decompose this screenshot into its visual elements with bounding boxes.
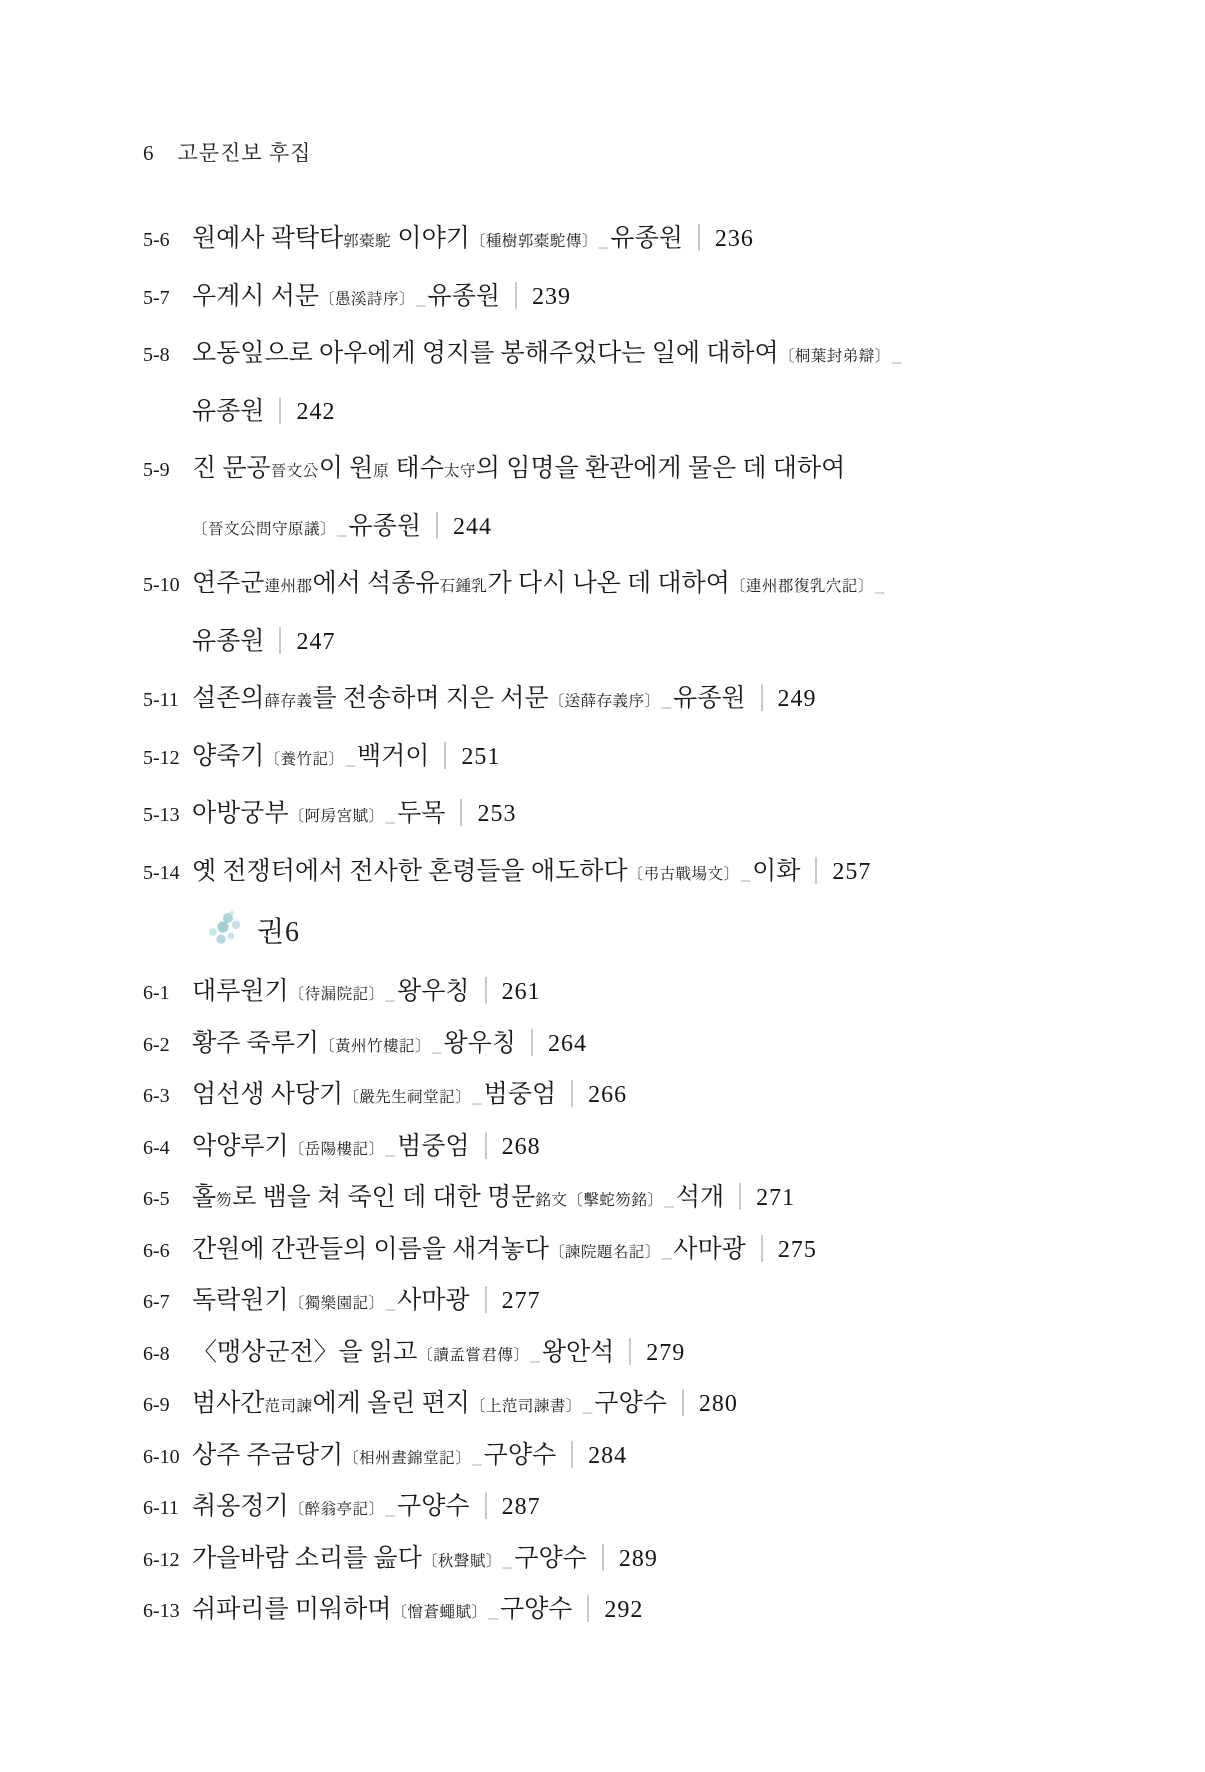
separator-bar (485, 1132, 487, 1159)
underscore-connector: _ (664, 1189, 674, 1210)
page-number: 239 (531, 283, 571, 310)
author-name: 유종원 (427, 282, 500, 310)
toc-entry (143, 1378, 1117, 1430)
separator-bar (761, 1235, 763, 1262)
entry-number: 6-9 (143, 1394, 170, 1416)
separator-bar (571, 1080, 573, 1107)
source-title-annotation: 〔岳陽樓記〕 (288, 1140, 385, 1158)
toc-entry (143, 966, 1117, 1018)
title-text: 우계시 서문 (192, 282, 320, 310)
page-number: 236 (714, 226, 754, 252)
underscore-connector: _ (416, 287, 426, 309)
underscore-connector: _ (385, 983, 396, 1004)
page-number: 257 (832, 858, 872, 885)
source-title-annotation: 〔連州郡復乳穴記〕 (729, 578, 874, 595)
toc-entry (143, 670, 1117, 728)
separator-bar (587, 1595, 589, 1622)
underscore-connector: _ (740, 862, 751, 884)
title-text: 취옹정기 (192, 1493, 289, 1520)
entry-line (192, 383, 1117, 441)
author-name: 유종원 (673, 685, 746, 712)
entry-title (192, 670, 1117, 728)
author-name: 왕우칭 (397, 978, 470, 1005)
entry-number: 5-6 (143, 229, 170, 251)
source-title-annotation: 〔愚溪詩序〕 (319, 290, 416, 308)
hanja-annotation: 石鍾乳 (439, 578, 488, 595)
source-title-annotation: 〔相州晝錦堂記〕 (343, 1449, 472, 1467)
title-text: 의 임명을 환관에게 물은 데 대하여 (475, 455, 846, 482)
source-title-annotation: 〔醉翁亭記〕 (288, 1501, 385, 1518)
hanja-annotation: 笏 (216, 1192, 233, 1209)
author-name: 백거이 (356, 742, 430, 770)
title-text: 옛 전쟁터에서 전사한 혼령들을 애도하다 (192, 857, 628, 885)
source-title-annotation: 〔擊蛇笏銘〕 (567, 1192, 664, 1209)
entry-number: 6-7 (143, 1291, 170, 1313)
title-text: 대루원기 (192, 978, 289, 1005)
page-number: 279 (646, 1339, 686, 1366)
underscore-connector: _ (488, 1601, 498, 1622)
running-header (0, 0, 1205, 164)
entry-line (192, 1224, 1117, 1276)
separator-bar (531, 1029, 533, 1056)
page-number: 292 (604, 1597, 644, 1623)
page-number: 277 (501, 1288, 541, 1314)
entry-number: 5-14 (143, 861, 180, 884)
source-title-annotation: 〔晉文公問守原議〕 (192, 520, 337, 538)
author-name: 구양수 (499, 1596, 573, 1623)
toc-entry (143, 1275, 1117, 1327)
toc-entry (143, 440, 1117, 555)
entry-line (192, 498, 1117, 556)
toc-entry (143, 555, 1117, 670)
entry-title (192, 1378, 1117, 1430)
title-text: 아방궁부 (192, 800, 289, 827)
volume-6-label: 권6 (257, 917, 301, 948)
underscore-connector: _ (472, 1086, 482, 1107)
underscore-connector: _ (385, 1292, 396, 1313)
page-number: 284 (588, 1442, 628, 1469)
underscore-connector: _ (472, 1446, 482, 1468)
page-number: 253 (477, 801, 517, 827)
entry-number: 6-4 (143, 1136, 170, 1159)
underscore-connector: _ (874, 575, 885, 596)
volume-6-header (201, 902, 1117, 958)
entry-line (192, 555, 1117, 613)
title-text: 로 뱀을 쳐 죽인 데 대한 명문 (232, 1184, 536, 1211)
entry-line (192, 1378, 1117, 1430)
toc-entry (143, 728, 1117, 786)
author-name: 이화 (752, 857, 801, 885)
entry-title (192, 325, 1117, 440)
hanja-annotation: 范司諫 (264, 1398, 313, 1415)
toc-entry (143, 1172, 1117, 1224)
page-number: 244 (452, 513, 492, 540)
separator-bar (682, 1389, 684, 1416)
entry-line (192, 785, 1117, 843)
toc-entry (143, 1018, 1117, 1070)
source-title-annotation: 〔黃州竹樓記〕 (319, 1037, 432, 1055)
entry-line (192, 1430, 1117, 1482)
entry-title (192, 1430, 1117, 1482)
toc-entry (143, 1224, 1117, 1276)
toc-entry (143, 1533, 1117, 1585)
entry-line (192, 670, 1117, 728)
entry-number: 6-11 (143, 1497, 179, 1519)
separator-bar (515, 282, 517, 309)
hanja-annotation: 薛存義 (264, 693, 313, 710)
source-title-annotation: 〔讀孟嘗君傳〕 (417, 1346, 530, 1364)
hanja-annotation: 銘文 (535, 1192, 568, 1209)
author-name: 석개 (675, 1184, 725, 1211)
toc-entry (143, 843, 1117, 901)
separator-bar (698, 224, 700, 251)
toc-entry (143, 1481, 1117, 1533)
page-number: 287 (501, 1494, 541, 1520)
underscore-connector: _ (502, 1549, 513, 1571)
author-name: 구양수 (483, 1441, 557, 1469)
page-number: 264 (547, 1030, 587, 1057)
entry-title (192, 728, 1117, 786)
separator-bar (485, 1492, 487, 1519)
toc-entry (143, 1121, 1117, 1173)
book-title: 고문진보 후집 (177, 141, 312, 165)
author-name: 사마광 (673, 1235, 746, 1263)
toc-entry (143, 1430, 1117, 1482)
hanja-annotation: 郭橐駝 (343, 233, 392, 250)
page-number: 271 (756, 1185, 796, 1211)
entry-title (192, 1121, 1117, 1173)
source-title-annotation: 〔諫院題名記〕 (548, 1243, 661, 1261)
entry-line (192, 1172, 1117, 1224)
entry-title (192, 1224, 1117, 1276)
entry-line (192, 728, 1117, 786)
title-text: 에서 석종유 (312, 570, 440, 597)
source-title-annotation: 〔憎蒼蠅賦〕 (391, 1604, 488, 1621)
title-text: 원예사 곽탁타 (192, 225, 344, 252)
author-name: 두목 (397, 800, 446, 827)
page-number: 275 (777, 1236, 817, 1263)
entry-title (192, 1533, 1117, 1585)
entry-title (192, 785, 1117, 843)
author-name: 범중엄 (397, 1132, 470, 1160)
title-text: 설존의 (192, 685, 265, 712)
entry-number: 6-5 (143, 1188, 170, 1210)
entry-number: 6-1 (143, 982, 170, 1004)
separator-bar (460, 799, 462, 826)
title-text: 엄선생 사당기 (192, 1081, 344, 1108)
entry-line (192, 268, 1117, 326)
floral-dots-decoration-icon (201, 909, 245, 951)
title-text: 태수 (389, 455, 444, 482)
separator-bar (436, 512, 438, 539)
entry-number: 5-9 (143, 459, 170, 481)
entry-title (192, 1584, 1117, 1636)
table-of-contents (0, 210, 1205, 1636)
author-name: 유종원 (348, 512, 421, 540)
title-text: 오동잎으로 아우에게 영지를 봉해주었다는 일에 대하여 (192, 340, 779, 367)
author-name: 구양수 (397, 1493, 470, 1520)
author-name: 구양수 (514, 1544, 587, 1572)
title-text: 이야기 (391, 225, 470, 252)
title-text: 에게 올린 편지 (312, 1390, 470, 1417)
entry-line (192, 210, 1117, 268)
title-text: 양죽기 (192, 742, 265, 770)
underscore-connector: _ (385, 1498, 396, 1519)
title-text: 연주군 (192, 570, 265, 597)
entry-line (192, 966, 1117, 1018)
page-number: 289 (618, 1545, 658, 1572)
title-text: 가 다시 나온 데 대하여 (487, 570, 730, 597)
underscore-connector: _ (385, 805, 396, 826)
entry-line (192, 1069, 1117, 1121)
toc-entry (143, 1327, 1117, 1379)
separator-bar (571, 1441, 573, 1468)
underscore-connector: _ (432, 1034, 442, 1056)
toc-entry (143, 1584, 1117, 1636)
toc-entry (143, 1069, 1117, 1121)
entry-title (192, 440, 1117, 555)
entry-line (192, 843, 1117, 901)
page-number: 261 (501, 979, 541, 1005)
entry-number: 6-2 (143, 1033, 170, 1056)
entry-title (192, 210, 1117, 268)
entry-number: 5-12 (143, 746, 180, 769)
entry-number: 6-8 (143, 1342, 170, 1365)
author-name: 왕우칭 (443, 1029, 516, 1057)
page-number: 280 (698, 1391, 738, 1417)
entry-line (192, 1018, 1117, 1070)
page-number: 268 (501, 1133, 541, 1160)
source-title-annotation: 〔獨樂園記〕 (288, 1295, 385, 1312)
source-title-annotation: 〔桐葉封弟辯〕 (778, 348, 891, 365)
source-title-annotation: 〔送薛存義序〕 (548, 693, 661, 710)
hanja-annotation: 原 (373, 463, 390, 480)
entry-line (192, 1275, 1117, 1327)
hanja-annotation: 晉文公 (270, 463, 319, 480)
page-number: 251 (461, 743, 501, 770)
entry-line (192, 1533, 1117, 1585)
title-text: 이 원 (318, 455, 374, 482)
toc-entry (143, 268, 1117, 326)
source-title-annotation: 〔秋聲賦〕 (421, 1552, 502, 1570)
separator-bar (444, 742, 446, 769)
hanja-annotation: 太守 (443, 463, 476, 480)
author-name: 구양수 (594, 1390, 667, 1417)
volume-5-entry-list (143, 210, 1117, 900)
entry-number: 6-10 (143, 1445, 180, 1468)
title-text: 홀 (192, 1184, 217, 1211)
page-number: 266 (588, 1082, 628, 1108)
volume-6-entry-list (143, 966, 1117, 1636)
entry-title (192, 1018, 1117, 1070)
hanja-annotation: 連州郡 (264, 578, 313, 595)
page-number: 247 (296, 628, 336, 655)
entry-line (192, 1121, 1117, 1173)
author-name: 유종원 (610, 225, 683, 252)
underscore-connector: _ (598, 230, 609, 251)
underscore-connector: _ (530, 1343, 540, 1365)
source-title-annotation: 〔阿房宮賦〕 (288, 808, 385, 825)
underscore-connector: _ (345, 747, 355, 769)
separator-bar (815, 857, 817, 884)
separator-bar (761, 684, 763, 711)
underscore-connector: _ (891, 345, 902, 366)
title-text: 범사간 (192, 1390, 265, 1417)
title-text: 독락원기 (192, 1287, 289, 1314)
title-text: 상주 주금당기 (192, 1441, 344, 1469)
author-name: 왕안석 (541, 1338, 615, 1366)
author-name: 범중엄 (483, 1081, 557, 1108)
entry-line (192, 613, 1117, 671)
source-title-annotation: 〔弔古戰場文〕 (627, 865, 740, 883)
entry-number: 5-10 (143, 574, 180, 596)
entry-number: 6-13 (143, 1600, 180, 1622)
underscore-connector: _ (385, 1137, 396, 1159)
entry-title (192, 1327, 1117, 1379)
toc-entry (143, 325, 1117, 440)
title-text: 쉬파리를 미워하며 (192, 1596, 392, 1623)
toc-entry (143, 210, 1117, 268)
page-number: 242 (296, 398, 336, 425)
entry-title (192, 966, 1117, 1018)
entry-number: 5-13 (143, 804, 180, 826)
underscore-connector: _ (661, 1240, 672, 1262)
entry-title (192, 1172, 1117, 1224)
entry-number: 6-12 (143, 1548, 180, 1571)
author-name: 유종원 (192, 627, 265, 655)
source-title-annotation: 〔種樹郭橐駝傳〕 (469, 233, 598, 250)
title-text: 황주 죽루기 (192, 1029, 320, 1057)
title-text: 간원에 간관들의 이름을 새겨놓다 (192, 1235, 549, 1263)
underscore-connector: _ (582, 1395, 593, 1416)
separator-bar (279, 627, 281, 654)
entry-line (192, 325, 1117, 383)
underscore-connector: _ (337, 517, 347, 539)
entry-title (192, 843, 1117, 901)
entry-number: 5-8 (143, 344, 170, 366)
separator-bar (629, 1338, 631, 1365)
separator-bar (739, 1183, 741, 1210)
title-text: 진 문공 (192, 455, 271, 482)
underscore-connector: _ (661, 690, 672, 711)
separator-bar (279, 397, 281, 424)
entry-title (192, 1275, 1117, 1327)
entry-number: 6-6 (143, 1239, 170, 1262)
entry-number: 5-11 (143, 689, 179, 711)
source-title-annotation: 〔養竹記〕 (264, 750, 345, 768)
entry-line (192, 1481, 1117, 1533)
entry-line (192, 1584, 1117, 1636)
entry-line (192, 1327, 1117, 1379)
source-title-annotation: 〔嚴先生祠堂記〕 (343, 1089, 472, 1106)
folio-page-number: 6 (143, 141, 154, 165)
separator-bar (485, 1286, 487, 1313)
title-text: 〈맹상군전〉을 읽고 (192, 1338, 418, 1366)
author-name: 유종원 (192, 397, 265, 425)
author-name: 사마광 (397, 1287, 470, 1314)
entry-number: 5-7 (143, 286, 170, 309)
source-title-annotation: 〔上范司諫書〕 (469, 1398, 582, 1415)
entry-title (192, 1069, 1117, 1121)
title-text: 가을바람 소리를 읊다 (192, 1544, 422, 1572)
toc-entry (143, 785, 1117, 843)
separator-bar (602, 1544, 604, 1571)
entry-title (192, 268, 1117, 326)
entry-title (192, 555, 1117, 670)
entry-number: 6-3 (143, 1085, 170, 1107)
title-text: 악양루기 (192, 1132, 289, 1160)
page-number: 249 (777, 686, 817, 712)
entry-title (192, 1481, 1117, 1533)
entry-line (192, 440, 1117, 498)
source-title-annotation: 〔待漏院記〕 (288, 986, 385, 1003)
title-text: 를 전송하며 지은 서문 (312, 685, 549, 712)
separator-bar (485, 977, 487, 1004)
